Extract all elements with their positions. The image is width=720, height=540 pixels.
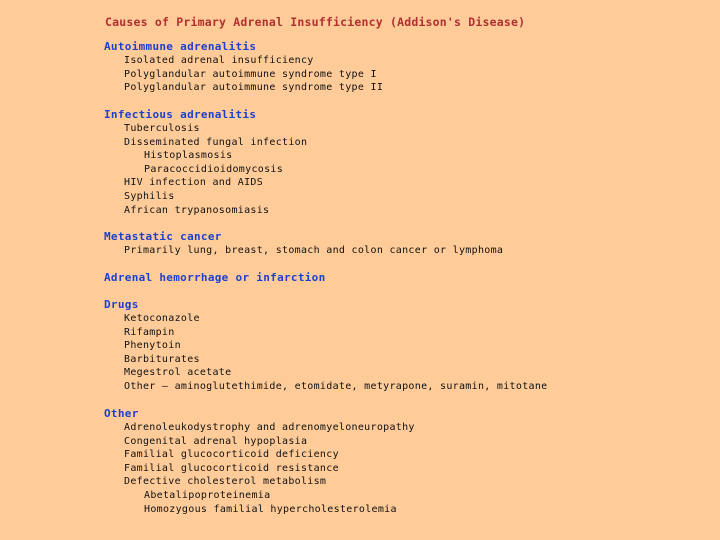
list-item: Phenytoin xyxy=(124,340,181,352)
section-infectious xyxy=(104,108,704,217)
list-item: Other — aminoglutethimide, etomidate, metyrapone, suramin, mitotane xyxy=(124,380,548,392)
list-subitem: Paracoccidioidomycosis xyxy=(144,163,284,175)
list-subitem: Homozygous familial hypercholesterolemia xyxy=(144,503,397,515)
list-item: Ketoconazole xyxy=(124,313,200,324)
list-item: Megestrol acetate xyxy=(124,367,232,379)
list-item: Defective cholesterol metabolism xyxy=(124,476,327,488)
list-item: Isolated adrenal insufficiency xyxy=(124,55,314,66)
list-item: Syphilis xyxy=(124,190,175,202)
list-item: Primarily lung, breast, stomach and colon cancer or lymphoma xyxy=(124,245,504,256)
list-subitem: Abetalipoproteinemia xyxy=(144,489,271,501)
list-item: Polyglandular autoimmune syndrome type II xyxy=(124,82,384,94)
list-item: Familial glucocorticoid resistance xyxy=(124,462,339,474)
list-item: African trypanosomiasis xyxy=(124,204,270,216)
list-subitem: Histoplasmosis xyxy=(144,150,233,162)
list-item: Disseminated fungal infection xyxy=(124,136,308,148)
section-heading: Infectious adrenalitis xyxy=(104,108,257,121)
section-heading: Drugs xyxy=(104,298,139,311)
section-drugs xyxy=(104,298,704,394)
section-heading: Other xyxy=(104,407,139,420)
section-other xyxy=(104,407,704,516)
list-item: Tuberculosis xyxy=(124,123,200,134)
section-heading: Adrenal hemorrhage or infarction xyxy=(104,271,326,284)
list-item: Familial glucocorticoid deficiency xyxy=(124,449,339,461)
list-item: Polyglandular autoimmune syndrome type I xyxy=(124,68,377,80)
section-heading: Autoimmune adrenalitis xyxy=(104,40,257,53)
section-metastatic xyxy=(104,230,704,258)
page-title: Causes of Primary Adrenal Insufficiency (Addison's Disease) xyxy=(105,15,526,29)
section-heading: Metastatic cancer xyxy=(104,230,222,243)
section-hemorrhage xyxy=(104,271,704,285)
list-item: Congenital adrenal hypoplasia xyxy=(124,435,308,447)
list-item: Barbiturates xyxy=(124,353,200,365)
list-item: Rifampin xyxy=(124,326,175,338)
section-autoimmune xyxy=(104,40,704,95)
list-item: HIV infection and AIDS xyxy=(124,177,264,189)
list-item: Adrenoleukodystrophy and adrenomyeloneuropathy xyxy=(124,422,415,433)
